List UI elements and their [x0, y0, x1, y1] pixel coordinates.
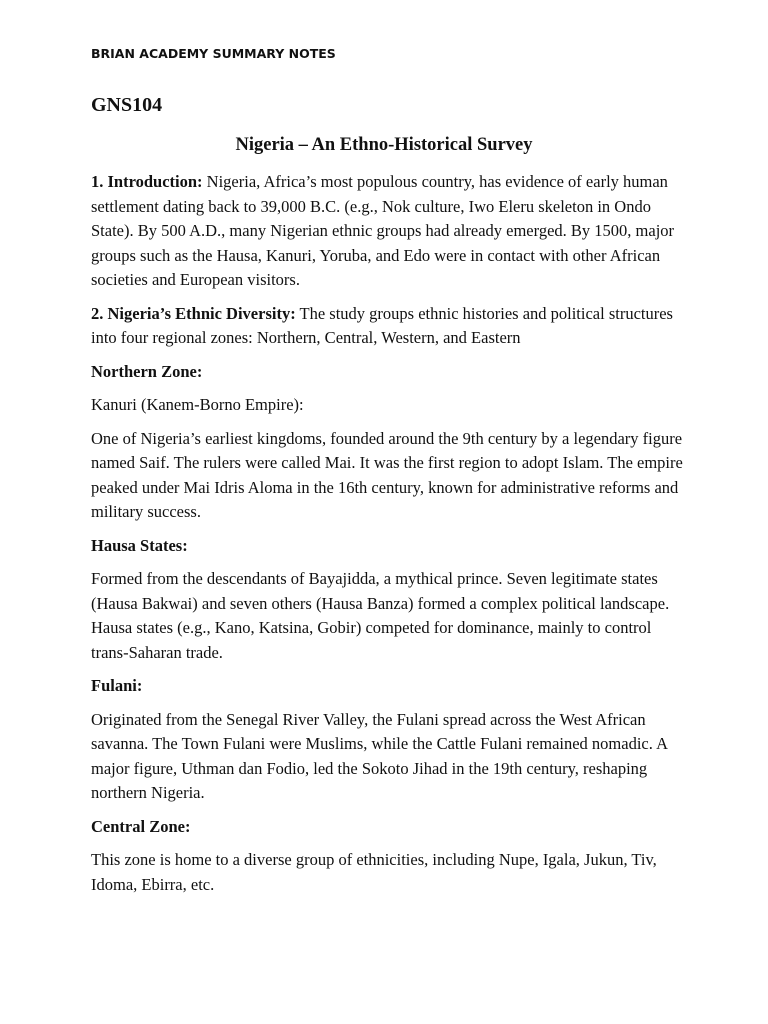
hausa-states-paragraph: Formed from the descendants of Bayajidda, a mythical prince. Seven legitimate states (Hausa Bakwai) and seven others (Hausa Banza) formed a complex political landscape. Hausa states (e.g., Kano, Katsina, Gobir) competed for dominance, mainly to control trans-Saharan trade. [91, 569, 670, 662]
fulani-heading: Fulani: [91, 676, 143, 695]
hausa-states-heading: Hausa States: [91, 535, 188, 555]
document-title: Nigeria – An Ethno-Historical Survey [235, 135, 533, 155]
kanuri-label: Kanuri (Kanem-Borno Empire): [91, 395, 304, 414]
diversity-paragraph [91, 302, 689, 351]
document-body [91, 170, 689, 906]
kanuri-paragraph: One of Nigeria’s earliest kingdoms, founded around the 9th century by a legendary figure named Saif. The rulers were called Mai. It was the first region to adopt Islam. The empire peaked under Mai Idris Aloma in the 16th century, known for administrative reforms and military success. [91, 428, 683, 521]
introduction-paragraph [91, 170, 689, 293]
central-zone-heading: Central Zone: [91, 816, 191, 836]
introduction-lead: 1. Introduction: [91, 172, 203, 191]
central-zone-paragraph: This zone is home to a diverse group of ethnicities, including Nupe, Igala, Jukun, Tiv, Idoma, Ebirra, etc. [91, 850, 657, 894]
header-note: BRIAN ACADEMY SUMMARY NOTES [91, 46, 336, 61]
northern-zone-heading: Northern Zone: [91, 361, 203, 381]
introduction-text: Nigeria, Africa’s most populous country, has evidence of early human settlement dating back to 39,000 B.C. (e.g., Nok culture, Iwo Eleru skeleton in Ondo State). By 500 A.D., many Nigerian ethnic groups had already emerged. By 1500, major groups such as the Hausa, Kanuri, Yoruba, and Edo were in contact with other African societies and European visitors. [91, 172, 675, 289]
diversity-text: The study groups ethnic histories and political structures into four regional zones: Northern, Central, Western, and Eastern [91, 303, 673, 347]
diversity-lead: 2. Nigeria’s Ethnic Diversity: [91, 303, 296, 323]
course-code: GNS104 [91, 94, 163, 116]
fulani-paragraph: Originated from the Senegal River Valley, the Fulani spread across the West African savanna. The Town Fulani were Muslims, while the Cattle Fulani remained nomadic. A major figure, Uthman dan Fodio, led the Sokoto Jihad in the 19th century, reshaping northern Nigeria. [91, 709, 668, 802]
